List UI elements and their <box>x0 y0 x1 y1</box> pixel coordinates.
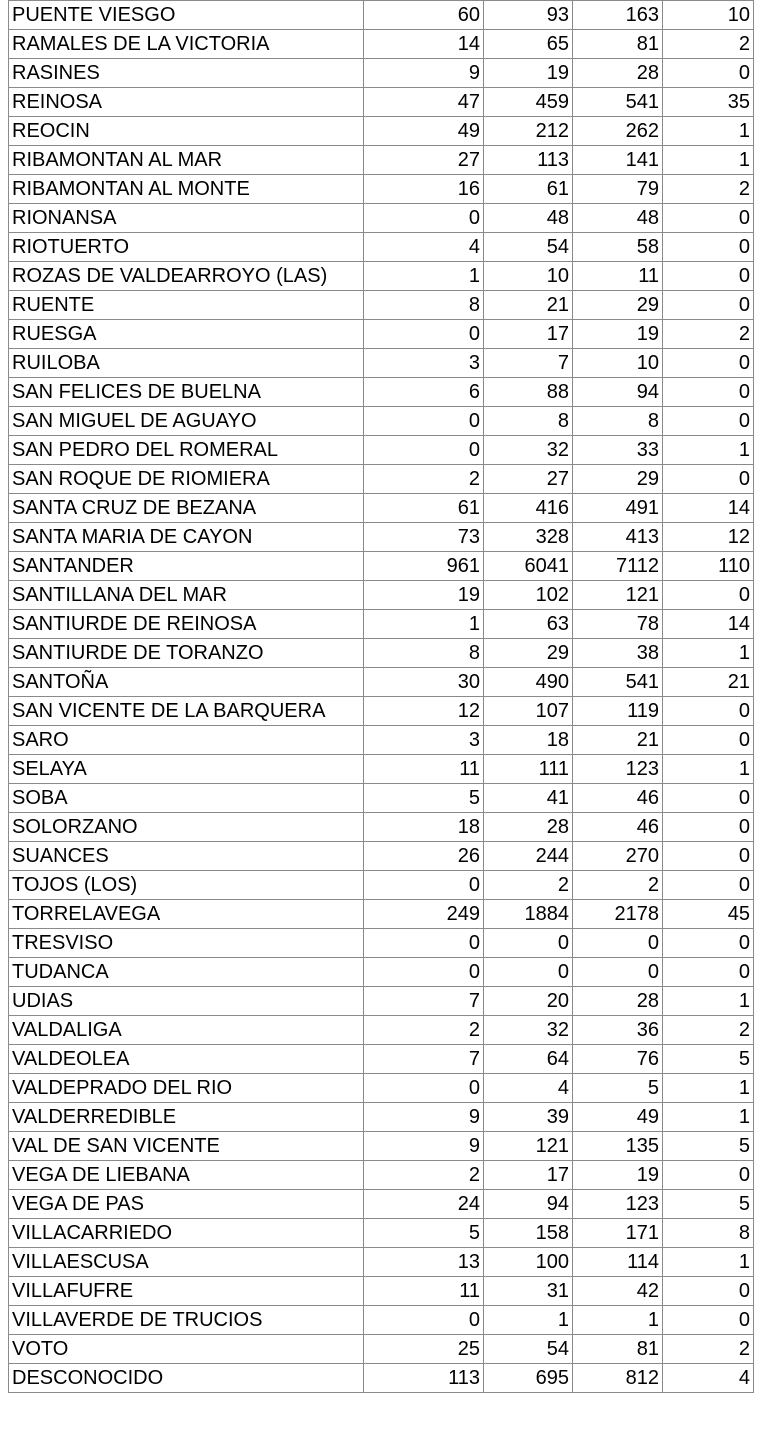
municipality-cell: REOCIN <box>9 117 364 146</box>
municipality-cell: SOLORZANO <box>9 813 364 842</box>
value-cell-4: 4 <box>663 1364 754 1393</box>
value-cell-1: 0 <box>364 320 484 349</box>
value-cell-2: 88 <box>484 378 573 407</box>
table-row <box>9 610 754 639</box>
value-cell-2: 18 <box>484 726 573 755</box>
table-row <box>9 59 754 88</box>
table-row <box>9 523 754 552</box>
value-cell-3: 121 <box>573 581 663 610</box>
value-cell-2: 459 <box>484 88 573 117</box>
table-row <box>9 987 754 1016</box>
value-cell-1: 73 <box>364 523 484 552</box>
municipality-cell: VILLAESCUSA <box>9 1248 364 1277</box>
value-cell-1: 961 <box>364 552 484 581</box>
value-cell-1: 2 <box>364 465 484 494</box>
municipality-cell: SANTILLANA DEL MAR <box>9 581 364 610</box>
value-cell-1: 11 <box>364 755 484 784</box>
value-cell-3: 1 <box>573 1306 663 1335</box>
municipality-cell: TRESVISO <box>9 929 364 958</box>
value-cell-2: 10 <box>484 262 573 291</box>
value-cell-4: 0 <box>663 349 754 378</box>
municipality-cell: TOJOS (LOS) <box>9 871 364 900</box>
value-cell-4: 0 <box>663 465 754 494</box>
value-cell-4: 1 <box>663 436 754 465</box>
value-cell-3: 29 <box>573 291 663 320</box>
table-row <box>9 552 754 581</box>
value-cell-1: 25 <box>364 1335 484 1364</box>
value-cell-1: 5 <box>364 1219 484 1248</box>
municipality-cell: UDIAS <box>9 987 364 1016</box>
table-row <box>9 233 754 262</box>
table-row <box>9 581 754 610</box>
value-cell-2: 695 <box>484 1364 573 1393</box>
municipality-cell: SAN PEDRO DEL ROMERAL <box>9 436 364 465</box>
value-cell-2: 0 <box>484 929 573 958</box>
value-cell-3: 123 <box>573 755 663 784</box>
value-cell-4: 45 <box>663 900 754 929</box>
table-row <box>9 755 754 784</box>
value-cell-3: 58 <box>573 233 663 262</box>
value-cell-1: 12 <box>364 697 484 726</box>
value-cell-2: 2 <box>484 871 573 900</box>
value-cell-4: 0 <box>663 726 754 755</box>
table-row <box>9 204 754 233</box>
value-cell-3: 49 <box>573 1103 663 1132</box>
value-cell-4: 0 <box>663 842 754 871</box>
value-cell-4: 0 <box>663 958 754 987</box>
value-cell-1: 9 <box>364 1132 484 1161</box>
table-row <box>9 1277 754 1306</box>
value-cell-3: 7112 <box>573 552 663 581</box>
value-cell-1: 27 <box>364 146 484 175</box>
value-cell-3: 413 <box>573 523 663 552</box>
value-cell-4: 0 <box>663 407 754 436</box>
value-cell-3: 0 <box>573 929 663 958</box>
table-row <box>9 117 754 146</box>
municipality-cell: TORRELAVEGA <box>9 900 364 929</box>
value-cell-4: 5 <box>663 1132 754 1161</box>
value-cell-1: 1 <box>364 610 484 639</box>
value-cell-1: 0 <box>364 929 484 958</box>
table-row <box>9 465 754 494</box>
value-cell-2: 416 <box>484 494 573 523</box>
municipality-cell: SANTANDER <box>9 552 364 581</box>
value-cell-3: 11 <box>573 262 663 291</box>
table-row <box>9 1132 754 1161</box>
value-cell-2: 8 <box>484 407 573 436</box>
value-cell-1: 5 <box>364 784 484 813</box>
value-cell-2: 29 <box>484 639 573 668</box>
table-row <box>9 146 754 175</box>
value-cell-4: 2 <box>663 1335 754 1364</box>
value-cell-3: 119 <box>573 697 663 726</box>
value-cell-3: 46 <box>573 784 663 813</box>
table-row <box>9 378 754 407</box>
value-cell-3: 48 <box>573 204 663 233</box>
value-cell-3: 29 <box>573 465 663 494</box>
value-cell-1: 61 <box>364 494 484 523</box>
value-cell-2: 63 <box>484 610 573 639</box>
value-cell-1: 113 <box>364 1364 484 1393</box>
table-row <box>9 436 754 465</box>
value-cell-2: 19 <box>484 59 573 88</box>
value-cell-3: 81 <box>573 1335 663 1364</box>
value-cell-3: 262 <box>573 117 663 146</box>
value-cell-2: 27 <box>484 465 573 494</box>
value-cell-3: 10 <box>573 349 663 378</box>
value-cell-2: 54 <box>484 233 573 262</box>
value-cell-4: 5 <box>663 1190 754 1219</box>
table-row <box>9 668 754 697</box>
value-cell-2: 28 <box>484 813 573 842</box>
value-cell-4: 1 <box>663 755 754 784</box>
value-cell-4: 0 <box>663 378 754 407</box>
table-row <box>9 291 754 320</box>
value-cell-1: 30 <box>364 668 484 697</box>
value-cell-4: 1 <box>663 987 754 1016</box>
value-cell-1: 8 <box>364 291 484 320</box>
value-cell-2: 65 <box>484 30 573 59</box>
value-cell-1: 0 <box>364 1074 484 1103</box>
municipality-cell: SAN MIGUEL DE AGUAYO <box>9 407 364 436</box>
municipality-cell: SANTA MARIA DE CAYON <box>9 523 364 552</box>
value-cell-3: 2 <box>573 871 663 900</box>
value-cell-2: 41 <box>484 784 573 813</box>
value-cell-3: 19 <box>573 1161 663 1190</box>
value-cell-1: 0 <box>364 1306 484 1335</box>
municipality-cell: VOTO <box>9 1335 364 1364</box>
value-cell-4: 1 <box>663 639 754 668</box>
value-cell-3: 270 <box>573 842 663 871</box>
table-row <box>9 494 754 523</box>
value-cell-4: 5 <box>663 1045 754 1074</box>
value-cell-4: 0 <box>663 1161 754 1190</box>
value-cell-2: 4 <box>484 1074 573 1103</box>
value-cell-2: 17 <box>484 1161 573 1190</box>
municipality-cell: VEGA DE PAS <box>9 1190 364 1219</box>
value-cell-2: 7 <box>484 349 573 378</box>
value-cell-4: 21 <box>663 668 754 697</box>
value-cell-2: 32 <box>484 436 573 465</box>
value-cell-1: 4 <box>364 233 484 262</box>
table-row <box>9 1103 754 1132</box>
value-cell-1: 18 <box>364 813 484 842</box>
value-cell-2: 39 <box>484 1103 573 1132</box>
value-cell-3: 38 <box>573 639 663 668</box>
municipality-cell: RAMALES DE LA VICTORIA <box>9 30 364 59</box>
table-row <box>9 1248 754 1277</box>
value-cell-3: 21 <box>573 726 663 755</box>
table-row <box>9 349 754 378</box>
value-cell-4: 12 <box>663 523 754 552</box>
value-cell-3: 81 <box>573 30 663 59</box>
value-cell-4: 0 <box>663 697 754 726</box>
value-cell-1: 1 <box>364 262 484 291</box>
value-cell-3: 94 <box>573 378 663 407</box>
table-row <box>9 1016 754 1045</box>
value-cell-2: 111 <box>484 755 573 784</box>
value-cell-4: 2 <box>663 30 754 59</box>
municipality-cell: VILLAFUFRE <box>9 1277 364 1306</box>
value-cell-4: 0 <box>663 1306 754 1335</box>
value-cell-2: 17 <box>484 320 573 349</box>
value-cell-3: 541 <box>573 88 663 117</box>
table-row <box>9 1074 754 1103</box>
value-cell-2: 100 <box>484 1248 573 1277</box>
value-cell-2: 158 <box>484 1219 573 1248</box>
value-cell-2: 61 <box>484 175 573 204</box>
value-cell-1: 6 <box>364 378 484 407</box>
value-cell-3: 28 <box>573 987 663 1016</box>
table-row <box>9 697 754 726</box>
value-cell-2: 21 <box>484 291 573 320</box>
value-cell-3: 171 <box>573 1219 663 1248</box>
value-cell-3: 812 <box>573 1364 663 1393</box>
municipality-cell: SAN VICENTE DE LA BARQUERA <box>9 697 364 726</box>
value-cell-3: 78 <box>573 610 663 639</box>
table-row <box>9 1335 754 1364</box>
value-cell-2: 32 <box>484 1016 573 1045</box>
value-cell-1: 14 <box>364 30 484 59</box>
municipality-cell: RIOTUERTO <box>9 233 364 262</box>
table-row <box>9 813 754 842</box>
municipality-cell: VEGA DE LIEBANA <box>9 1161 364 1190</box>
value-cell-2: 64 <box>484 1045 573 1074</box>
municipality-cell: PUENTE VIESGO <box>9 1 364 30</box>
value-cell-1: 2 <box>364 1016 484 1045</box>
value-cell-1: 2 <box>364 1161 484 1190</box>
value-cell-2: 1 <box>484 1306 573 1335</box>
table-row <box>9 639 754 668</box>
value-cell-4: 1 <box>663 1248 754 1277</box>
municipality-cell: SELAYA <box>9 755 364 784</box>
value-cell-4: 10 <box>663 1 754 30</box>
value-cell-1: 7 <box>364 1045 484 1074</box>
value-cell-1: 0 <box>364 871 484 900</box>
value-cell-1: 60 <box>364 1 484 30</box>
table-row <box>9 1364 754 1393</box>
value-cell-3: 123 <box>573 1190 663 1219</box>
value-cell-3: 79 <box>573 175 663 204</box>
value-cell-4: 0 <box>663 233 754 262</box>
value-cell-3: 8 <box>573 407 663 436</box>
value-cell-4: 1 <box>663 117 754 146</box>
value-cell-4: 0 <box>663 784 754 813</box>
table-row <box>9 871 754 900</box>
value-cell-1: 0 <box>364 204 484 233</box>
table-row <box>9 900 754 929</box>
value-cell-4: 1 <box>663 1074 754 1103</box>
value-cell-1: 9 <box>364 59 484 88</box>
value-cell-4: 0 <box>663 204 754 233</box>
value-cell-2: 31 <box>484 1277 573 1306</box>
municipality-cell: VALDERREDIBLE <box>9 1103 364 1132</box>
municipality-cell: SOBA <box>9 784 364 813</box>
value-cell-4: 0 <box>663 813 754 842</box>
value-cell-1: 11 <box>364 1277 484 1306</box>
table-row <box>9 407 754 436</box>
value-cell-2: 93 <box>484 1 573 30</box>
value-cell-2: 54 <box>484 1335 573 1364</box>
value-cell-2: 107 <box>484 697 573 726</box>
table-row <box>9 320 754 349</box>
value-cell-4: 1 <box>663 1103 754 1132</box>
value-cell-2: 6041 <box>484 552 573 581</box>
value-cell-3: 0 <box>573 958 663 987</box>
municipality-cell: RUESGA <box>9 320 364 349</box>
table-row <box>9 784 754 813</box>
municipality-cell: SARO <box>9 726 364 755</box>
value-cell-4: 0 <box>663 871 754 900</box>
value-cell-2: 328 <box>484 523 573 552</box>
value-cell-1: 0 <box>364 407 484 436</box>
value-cell-1: 0 <box>364 958 484 987</box>
value-cell-3: 141 <box>573 146 663 175</box>
value-cell-4: 2 <box>663 320 754 349</box>
table-row <box>9 1 754 30</box>
value-cell-1: 8 <box>364 639 484 668</box>
municipality-cell: RUENTE <box>9 291 364 320</box>
value-cell-1: 19 <box>364 581 484 610</box>
table-body <box>9 1 754 1393</box>
value-cell-3: 2178 <box>573 900 663 929</box>
municipality-cell: VALDEPRADO DEL RIO <box>9 1074 364 1103</box>
municipality-cell: SANTIURDE DE REINOSA <box>9 610 364 639</box>
table-row <box>9 842 754 871</box>
value-cell-1: 13 <box>364 1248 484 1277</box>
value-cell-4: 0 <box>663 59 754 88</box>
municipality-cell: SANTIURDE DE TORANZO <box>9 639 364 668</box>
value-cell-2: 0 <box>484 958 573 987</box>
table-row <box>9 1219 754 1248</box>
value-cell-2: 212 <box>484 117 573 146</box>
value-cell-3: 5 <box>573 1074 663 1103</box>
value-cell-3: 46 <box>573 813 663 842</box>
value-cell-4: 0 <box>663 262 754 291</box>
value-cell-4: 2 <box>663 1016 754 1045</box>
value-cell-1: 26 <box>364 842 484 871</box>
value-cell-4: 35 <box>663 88 754 117</box>
value-cell-1: 3 <box>364 726 484 755</box>
municipality-cell: DESCONOCIDO <box>9 1364 364 1393</box>
value-cell-4: 1 <box>663 146 754 175</box>
value-cell-4: 0 <box>663 581 754 610</box>
value-cell-4: 0 <box>663 291 754 320</box>
municipality-cell: SANTA CRUZ DE BEZANA <box>9 494 364 523</box>
value-cell-2: 94 <box>484 1190 573 1219</box>
municipality-cell: RASINES <box>9 59 364 88</box>
municipality-cell: RIONANSA <box>9 204 364 233</box>
municipality-cell: SAN FELICES DE BUELNA <box>9 378 364 407</box>
table-row <box>9 1190 754 1219</box>
value-cell-1: 9 <box>364 1103 484 1132</box>
municipality-cell: SANTOÑA <box>9 668 364 697</box>
table-row <box>9 1045 754 1074</box>
table-row <box>9 929 754 958</box>
table-row <box>9 1306 754 1335</box>
value-cell-3: 42 <box>573 1277 663 1306</box>
value-cell-1: 24 <box>364 1190 484 1219</box>
table-row <box>9 958 754 987</box>
municipality-cell: RIBAMONTAN AL MONTE <box>9 175 364 204</box>
value-cell-4: 14 <box>663 494 754 523</box>
table-row <box>9 1161 754 1190</box>
value-cell-2: 1884 <box>484 900 573 929</box>
value-cell-1: 49 <box>364 117 484 146</box>
municipality-cell: VALDEOLEA <box>9 1045 364 1074</box>
municipality-cell: VALDALIGA <box>9 1016 364 1045</box>
municipality-cell: VAL DE SAN VICENTE <box>9 1132 364 1161</box>
value-cell-4: 110 <box>663 552 754 581</box>
value-cell-4: 0 <box>663 929 754 958</box>
table-row <box>9 175 754 204</box>
value-cell-4: 14 <box>663 610 754 639</box>
municipality-cell: REINOSA <box>9 88 364 117</box>
value-cell-2: 490 <box>484 668 573 697</box>
value-cell-3: 76 <box>573 1045 663 1074</box>
value-cell-1: 7 <box>364 987 484 1016</box>
value-cell-3: 541 <box>573 668 663 697</box>
municipality-cell: VILLACARRIEDO <box>9 1219 364 1248</box>
value-cell-4: 0 <box>663 1277 754 1306</box>
municipality-cell: SAN ROQUE DE RIOMIERA <box>9 465 364 494</box>
table-row <box>9 262 754 291</box>
value-cell-3: 163 <box>573 1 663 30</box>
table-row <box>9 88 754 117</box>
value-cell-1: 0 <box>364 436 484 465</box>
value-cell-1: 249 <box>364 900 484 929</box>
value-cell-4: 8 <box>663 1219 754 1248</box>
value-cell-2: 113 <box>484 146 573 175</box>
value-cell-3: 135 <box>573 1132 663 1161</box>
value-cell-3: 491 <box>573 494 663 523</box>
municipality-cell: ROZAS DE VALDEARROYO (LAS) <box>9 262 364 291</box>
value-cell-2: 48 <box>484 204 573 233</box>
municipality-cell: SUANCES <box>9 842 364 871</box>
table-row <box>9 726 754 755</box>
municipality-table <box>8 0 754 1393</box>
value-cell-3: 19 <box>573 320 663 349</box>
value-cell-3: 33 <box>573 436 663 465</box>
municipality-cell: RUILOBA <box>9 349 364 378</box>
value-cell-1: 47 <box>364 88 484 117</box>
municipality-cell: TUDANCA <box>9 958 364 987</box>
value-cell-4: 2 <box>663 175 754 204</box>
value-cell-3: 114 <box>573 1248 663 1277</box>
municipality-cell: VILLAVERDE DE TRUCIOS <box>9 1306 364 1335</box>
value-cell-1: 3 <box>364 349 484 378</box>
value-cell-3: 36 <box>573 1016 663 1045</box>
value-cell-1: 16 <box>364 175 484 204</box>
value-cell-2: 121 <box>484 1132 573 1161</box>
value-cell-2: 20 <box>484 987 573 1016</box>
value-cell-2: 102 <box>484 581 573 610</box>
municipality-cell: RIBAMONTAN AL MAR <box>9 146 364 175</box>
table-row <box>9 30 754 59</box>
value-cell-2: 244 <box>484 842 573 871</box>
value-cell-3: 28 <box>573 59 663 88</box>
